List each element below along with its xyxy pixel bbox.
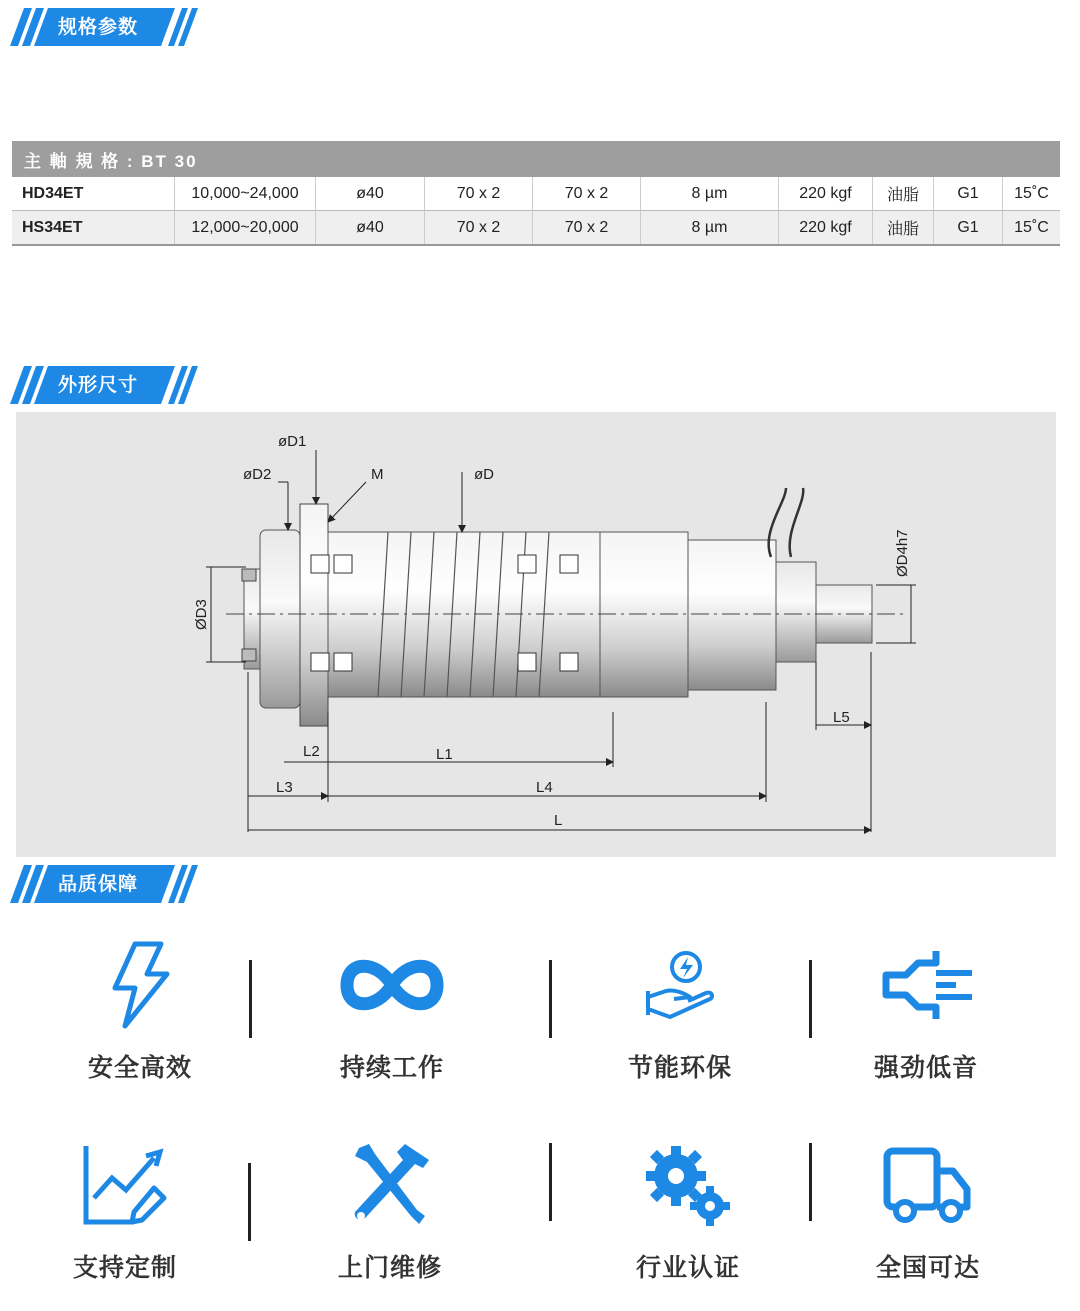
label-l1: L1 [436, 746, 453, 763]
section-header-dimensions [10, 366, 200, 404]
spindle-drawing [16, 412, 1056, 857]
table-cell: 15˚C [1003, 211, 1061, 246]
tools-icon [345, 1140, 435, 1230]
table-header: 主 軸 規 格 : BT 30 [12, 141, 1060, 177]
feature-cert [588, 1140, 788, 1284]
chart-pen-icon [80, 1142, 170, 1228]
table-cell: ø40 [316, 211, 425, 246]
feature-safe-efficient [40, 940, 240, 1084]
spec-table [12, 141, 1060, 246]
divider [809, 960, 812, 1038]
table-cell: 220 kgf [779, 177, 873, 211]
divider [249, 960, 252, 1038]
section-title: 外形尺寸 [58, 374, 139, 396]
label-l: L [554, 812, 563, 829]
feature-label: 行业认证 [635, 1253, 740, 1282]
plug-icon [876, 943, 976, 1027]
label-m: M [371, 466, 384, 483]
feature-strong [826, 940, 1026, 1084]
section-header-specs [10, 8, 200, 46]
label-d2: øD2 [243, 466, 272, 483]
divider [248, 1163, 251, 1241]
table-cell: 15˚C [1003, 177, 1061, 211]
label-d1: øD1 [278, 433, 307, 450]
table-cell: G1 [934, 177, 1003, 211]
label-l2: L2 [303, 743, 320, 760]
table-cell: 70 x 2 [425, 177, 533, 211]
table-cell: 70 x 2 [425, 211, 533, 246]
infinity-icon [337, 950, 447, 1020]
feature-label: 强劲低音 [873, 1053, 978, 1082]
table-cell: 油脂 [873, 211, 934, 246]
feature-label: 安全高效 [87, 1053, 192, 1082]
label-d4h7: ØD4h7 [894, 529, 911, 577]
section-header-quality [10, 865, 200, 903]
table-cell: G1 [934, 211, 1003, 246]
feature-label: 上门维修 [337, 1253, 442, 1282]
feature-continuous [292, 940, 492, 1084]
table-cell: 70 x 2 [533, 177, 641, 211]
label-d: øD [474, 466, 494, 483]
feature-repair [290, 1140, 490, 1284]
dimension-drawing [16, 412, 1056, 857]
label-d3: ØD3 [193, 599, 210, 630]
table-cell: 8 µm [641, 177, 779, 211]
table-cell: 10,000~24,000 [175, 177, 316, 211]
section-title: 品质保障 [58, 873, 139, 895]
divider [549, 1143, 552, 1221]
table-cell: 70 x 2 [533, 211, 641, 246]
energy-hand-icon [640, 945, 720, 1025]
table-cell: HS34ET [12, 211, 175, 246]
label-l4: L4 [536, 779, 553, 796]
feature-label: 全国可达 [875, 1253, 980, 1282]
table-cell: 220 kgf [779, 211, 873, 246]
lightning-icon [105, 940, 175, 1030]
feature-nationwide [828, 1140, 1028, 1284]
gears-icon [640, 1140, 736, 1230]
feature-label: 支持定制 [72, 1253, 177, 1282]
table-row [12, 177, 1060, 211]
feature-custom [25, 1140, 225, 1284]
divider [809, 1143, 812, 1221]
table-cell: 油脂 [873, 177, 934, 211]
label-l5: L5 [833, 709, 850, 726]
feature-energy [580, 940, 780, 1084]
table-cell: 8 µm [641, 211, 779, 246]
truck-icon [883, 1145, 973, 1225]
table-row [12, 211, 1060, 246]
table-cell: 12,000~20,000 [175, 211, 316, 246]
feature-label: 持续工作 [339, 1053, 444, 1082]
table-header-row [12, 141, 1060, 177]
feature-label: 节能环保 [627, 1053, 732, 1082]
label-l3: L3 [276, 779, 293, 796]
section-title: 规格参数 [58, 16, 139, 38]
table-cell: ø40 [316, 177, 425, 211]
table-cell: HD34ET [12, 177, 175, 211]
divider [549, 960, 552, 1038]
